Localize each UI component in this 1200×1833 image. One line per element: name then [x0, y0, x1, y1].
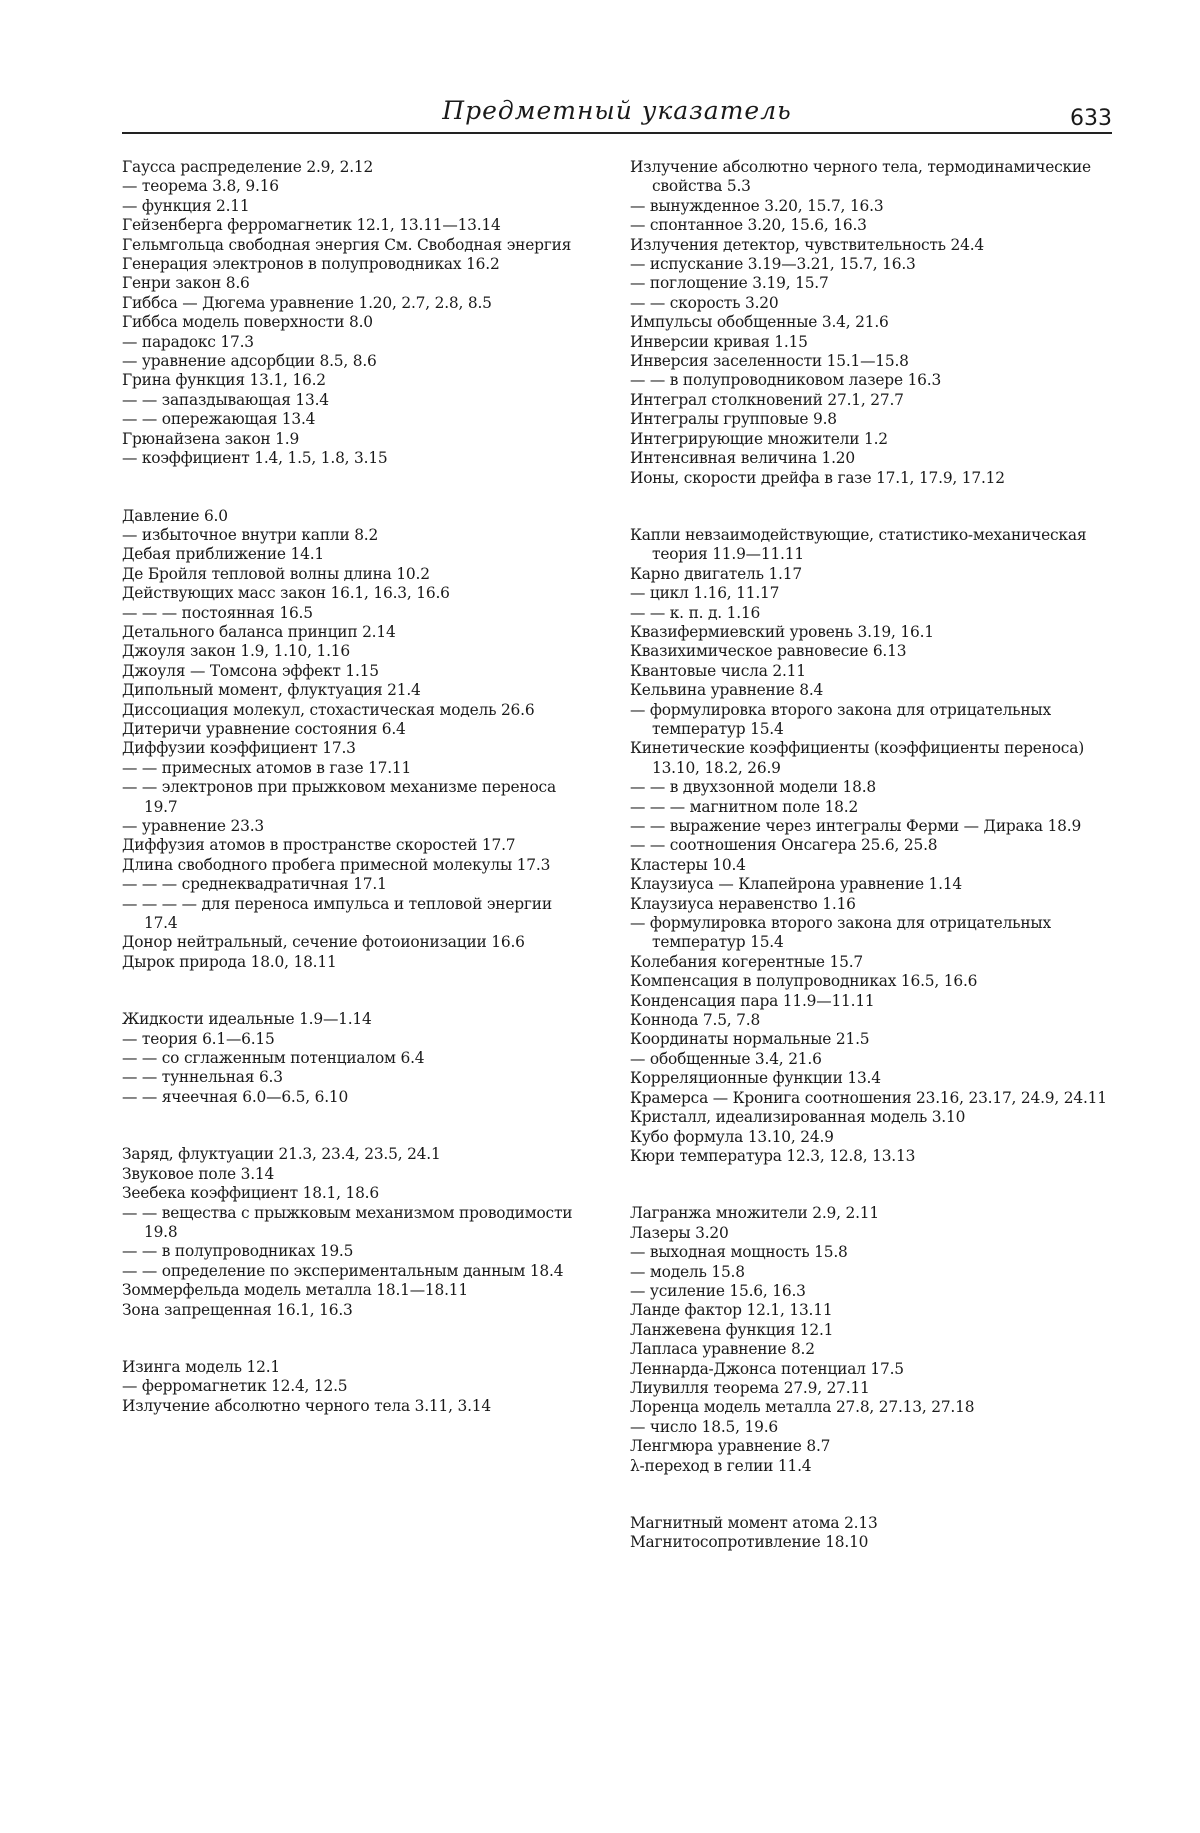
index-entry: Интеграл столкновений 27.1, 27.7 — [630, 390, 904, 409]
index-entry: Квазихимическое равновесие 6.13 — [630, 642, 907, 661]
index-entry: Гиббса — Дюгема уравнение 1.20, 2.7, 2.8, 8.5 — [122, 293, 492, 312]
index-entry: λ-переход в гелии 11.4 — [630, 1456, 812, 1475]
index-entry: Действующих масс закон 16.1, 16.3, 16.6 — [122, 584, 450, 603]
index-entry: Генерация электронов в полупроводниках 16.2 — [122, 255, 500, 274]
index-entry: Корреляционные функции 13.4 — [630, 1069, 881, 1088]
index-entry: Звуковое поле 3.14 — [122, 1164, 275, 1183]
index-entry: — парадокс 17.3 — [122, 332, 254, 351]
index-entry: Жидкости идеальные 1.9—1.14 — [122, 1010, 372, 1029]
index-entry: Ленгмюра уравнение 8.7 — [630, 1437, 831, 1456]
index-entry: — — соотношения Онсагера 25.6, 25.8 — [630, 836, 938, 855]
index-entry: Детального баланса принцип 2.14 — [122, 622, 396, 641]
index-entry: Кельвина уравнение 8.4 — [630, 681, 824, 700]
index-entry: Кластеры 10.4 — [630, 855, 746, 874]
index-entry: — — — магнитном поле 18.2 — [630, 797, 859, 816]
index-entry: — — определение по экспериментальным данным 18.4 — [122, 1261, 564, 1280]
index-entry: Лиувилля теорема 27.9, 27.11 — [630, 1378, 870, 1397]
index-entry: Магнитный момент атома 2.13 — [630, 1514, 878, 1532]
index-entry: Гиббса модель поверхности 8.0 — [122, 313, 373, 332]
index-entry: Гельмгольца свободная энергия См. Свободная энергия — [122, 235, 572, 254]
index-entry: Кюри температура 12.3, 12.8, 13.13 — [630, 1146, 916, 1165]
index-entry: Клаузиуса — Клапейрона уравнение 1.14 — [630, 875, 963, 894]
running-title: Предметный указатель — [442, 96, 792, 125]
index-entry: Грина функция 13.1, 16.2 — [122, 371, 326, 390]
index-entry: Карно двигатель 1.17 — [630, 564, 802, 583]
index-entry: Джоуля — Томсона эффект 1.15 — [122, 661, 379, 680]
index-entry: — — — постоянная 16.5 — [122, 603, 313, 622]
index-entry: Кубо формула 13.10, 24.9 — [630, 1127, 834, 1146]
index-entry: Кинетические коэффициенты (коэффициенты переноса) 13.10, 18.2, 26.9 — [630, 739, 1085, 777]
index-entry: Импульсы обобщенные 3.4, 21.6 — [630, 313, 889, 332]
index-entry: — число 18.5, 19.6 — [630, 1417, 778, 1436]
index-entry: Квазифермиевский уровень 3.19, 16.1 — [630, 622, 934, 641]
right-column — [630, 158, 1110, 1591]
index-entry: Леннарда-Джонса потенциал 17.5 — [630, 1359, 904, 1378]
index-entry: Лагранжа множители 2.9, 2.11 — [630, 1204, 879, 1223]
index-entry: — поглощение 3.19, 15.7 — [630, 274, 829, 293]
header-rule — [122, 132, 1112, 134]
index-entry: — уравнение 23.3 — [122, 817, 264, 835]
index-entry: Клаузиуса неравенство 1.16 — [630, 894, 856, 913]
index-entry: — усиление 15.6, 16.3 — [630, 1281, 806, 1300]
index-entry: Магнитосопротивление 18.10 — [630, 1533, 869, 1552]
index-entry: Дитеричи уравнение состояния 6.4 — [122, 719, 406, 738]
index-entry: Координаты нормальные 21.5 — [630, 1030, 870, 1049]
index-entry: — вынужденное 3.20, 15.7, 16.3 — [630, 196, 884, 215]
index-entry: Длина свободного пробега примесной молекулы 17.3 — [122, 855, 551, 874]
index-entry: Инверсии кривая 1.15 — [630, 332, 808, 351]
index-entry: Инверсия заселенности 15.1—15.8 — [630, 352, 909, 371]
index-entry: Изинга модель 12.1 — [122, 1357, 281, 1376]
index-entry: — теория 6.1—6.15 — [122, 1029, 275, 1048]
index-entry: Ионы, скорости дрейфа в газе 17.1, 17.9, 17.12 — [630, 468, 1005, 487]
index-letter-group — [630, 526, 1110, 1166]
index-entry: — обобщенные 3.4, 21.6 — [630, 1049, 822, 1068]
index-entry: — цикл 1.16, 11.17 — [630, 584, 780, 603]
index-letter-group — [122, 1145, 582, 1320]
index-entry: Интегрирующие множители 1.2 — [630, 429, 888, 448]
index-letter-group — [122, 158, 582, 469]
index-entry: Диффузия атомов в пространстве скоростей 17.7 — [122, 836, 516, 855]
index-letter-group — [122, 1010, 582, 1107]
index-entry: Коннода 7.5, 7.8 — [630, 1011, 761, 1030]
index-entry: Конденсация пара 11.9—11.11 — [630, 991, 875, 1010]
index-entry: Зона запрещенная 16.1, 16.3 — [122, 1300, 353, 1319]
index-entry: — — в двухзонной модели 18.8 — [630, 778, 877, 797]
index-entry: Диссоциация молекул, стохастическая модель 26.6 — [122, 700, 535, 719]
index-entry: Донор нейтральный, сечение фотоионизации 16.6 — [122, 933, 525, 952]
index-entry: — — вещества с прыжковым механизмом проводимости 19.8 — [122, 1203, 573, 1241]
index-entry: — выходная мощность 15.8 — [630, 1243, 848, 1262]
index-letter-group — [122, 1358, 582, 1416]
index-entry: Дипольный момент, флуктуация 21.4 — [122, 681, 421, 700]
index-entry: — — электронов при прыжковом механизме переноса 19.7 — [122, 778, 556, 816]
index-entry: Грюнайзена закон 1.9 — [122, 429, 300, 448]
index-entry: — — опережающая 13.4 — [122, 410, 316, 429]
index-entry: Интегралы групповые 9.8 — [630, 410, 837, 429]
index-entry: Лапласа уравнение 8.2 — [630, 1340, 815, 1359]
index-entry: Заряд, флуктуации 21.3, 23.4, 23.5, 24.1 — [122, 1145, 441, 1164]
index-entry: — — туннельная 6.3 — [122, 1068, 283, 1087]
index-entry: Давление 6.0 — [122, 506, 228, 525]
index-entry: Генри закон 8.6 — [122, 274, 250, 293]
index-letter-group — [630, 1514, 1110, 1553]
index-entry: Гейзенберга ферромагнетик 12.1, 13.11—13.14 — [122, 216, 501, 235]
index-entry: — коэффициент 1.4, 1.5, 1.8, 3.15 — [122, 449, 388, 468]
index-entry: Колебания когерентные 15.7 — [630, 952, 863, 971]
index-entry: Зеебека коэффициент 18.1, 18.6 — [122, 1184, 379, 1203]
index-letter-group — [122, 507, 582, 973]
index-entry: Дырок природа 18.0, 18.11 — [122, 952, 337, 971]
index-entry: Излучения детектор, чувствительность 24.4 — [630, 235, 985, 254]
index-entry: — формулировка второго закона для отрицательных температур 15.4 — [630, 700, 1051, 738]
index-entry: — — — среднеквадратичная 17.1 — [122, 875, 387, 894]
index-entry: — — в полупроводниковом лазере 16.3 — [630, 371, 942, 390]
index-entry: — — примесных атомов в газе 17.11 — [122, 758, 412, 777]
index-entry: — уравнение адсорбции 8.5, 8.6 — [122, 352, 377, 371]
index-entry: — функция 2.11 — [122, 196, 250, 215]
index-entry: Квантовые числа 2.11 — [630, 661, 806, 680]
page-header — [122, 96, 1112, 136]
index-entry: — — ячеечная 6.0—6.5, 6.10 — [122, 1087, 349, 1106]
index-entry: — модель 15.8 — [630, 1262, 745, 1281]
index-entry: — — со сглаженным потенциалом 6.4 — [122, 1049, 425, 1068]
index-entry: — — скорость 3.20 — [630, 293, 779, 312]
index-entry: — — — — для переноса импульса и тепловой энергии 17.4 — [122, 894, 552, 933]
index-entry: Дебая приближение 14.1 — [122, 545, 324, 564]
index-entry: — ферромагнетик 12.4, 12.5 — [122, 1377, 348, 1396]
index-letter-group — [630, 158, 1110, 488]
index-entry: — — в полупроводниках 19.5 — [122, 1242, 354, 1261]
index-entry: Крамерса — Кронига соотношения 23.16, 23.17, 24.9, 24.11 — [630, 1088, 1107, 1107]
page-number: 633 — [1070, 106, 1112, 131]
index-entry: — — запаздывающая 13.4 — [122, 390, 329, 409]
index-entry: Излучение абсолютно черного тела 3.11, 3.14 — [122, 1396, 491, 1415]
index-entry: Гаусса распределение 2.9, 2.12 — [122, 158, 374, 176]
index-entry: Лазеры 3.20 — [630, 1223, 729, 1242]
index-entry: Компенсация в полупроводниках 16.5, 16.6 — [630, 972, 978, 991]
index-entry: Диффузии коэффициент 17.3 — [122, 739, 356, 758]
index-entry: — спонтанное 3.20, 15.6, 16.3 — [630, 216, 867, 235]
index-entry: — теорема 3.8, 9.16 — [122, 177, 279, 196]
index-entry: Зоммерфельда модель металла 18.1—18.11 — [122, 1281, 468, 1300]
index-entry: — — выражение через интегралы Ферми — Дирака 18.9 — [630, 817, 1082, 835]
index-entry: — избыточное внутри капли 8.2 — [122, 525, 379, 544]
index-entry: — испускание 3.19—3.21, 15.7, 16.3 — [630, 255, 916, 274]
index-entry: — — к. п. д. 1.16 — [630, 603, 761, 622]
index-letter-group — [630, 1204, 1110, 1476]
index-entry: Капли невзаимодействующие, статистико-механическая теория 11.9—11.11 — [630, 525, 1087, 564]
index-entry: Ланде фактор 12.1, 13.11 — [630, 1301, 833, 1320]
index-entry: — формулировка второго закона для отрицательных температур 15.4 — [630, 914, 1051, 952]
index-entry: Интенсивная величина 1.20 — [630, 449, 855, 468]
left-column — [122, 158, 582, 1454]
index-entry: Де Бройля тепловой волны длина 10.2 — [122, 564, 430, 583]
index-entry: Кристалл, идеализированная модель 3.10 — [630, 1108, 966, 1127]
index-entry: Излучение абсолютно черного тела, термодинамические свойства 5.3 — [630, 158, 1091, 196]
index-entry: Ланжевена функция 12.1 — [630, 1320, 834, 1339]
index-entry: Джоуля закон 1.9, 1.10, 1.16 — [122, 642, 350, 661]
index-entry: Лоренца модель металла 27.8, 27.13, 27.18 — [630, 1398, 975, 1417]
